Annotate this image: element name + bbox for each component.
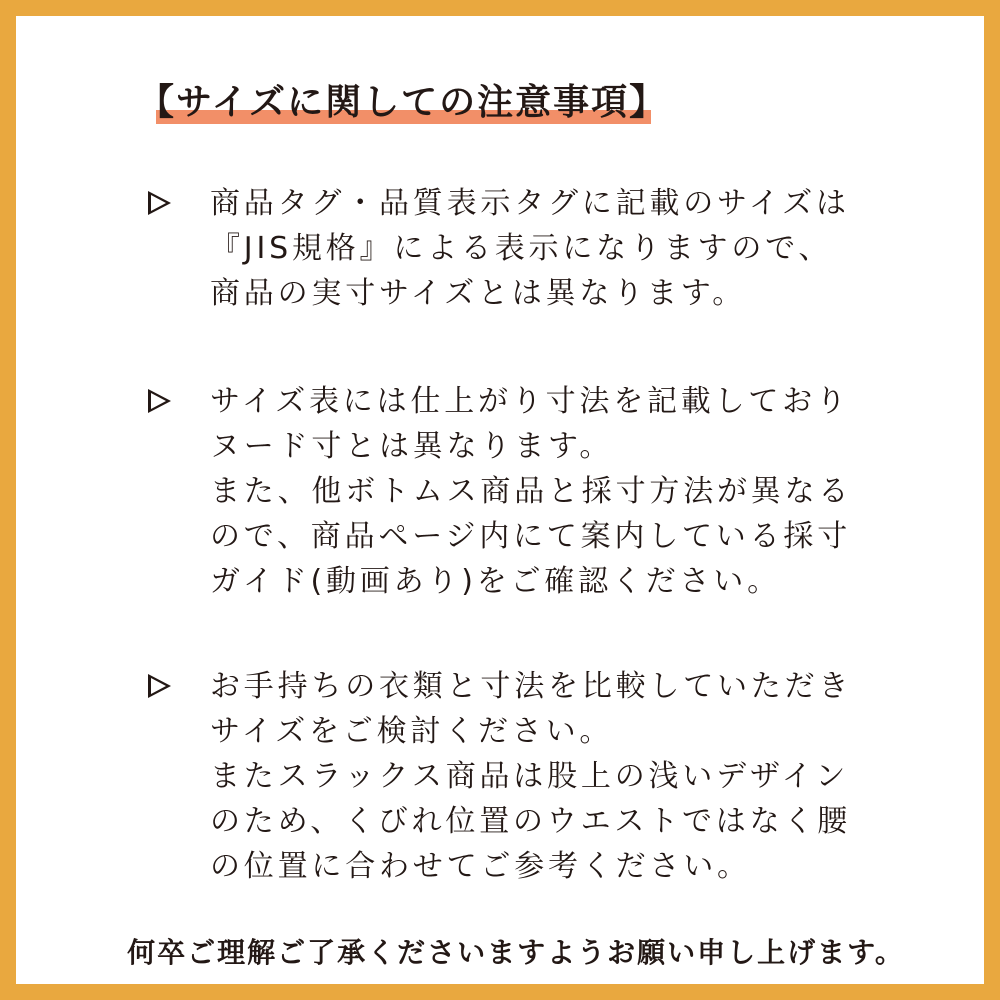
- page-title: 【サイズに関しての注意事項】: [138, 82, 668, 123]
- notice-line: 商品の実寸サイズとは異なります。: [210, 276, 746, 311]
- notice-line: ガイド(動画あり)をご確認ください。: [210, 564, 781, 599]
- triangle-outline-icon: [148, 191, 171, 215]
- notice-text: [210, 379, 910, 604]
- notice-line: また、他ボトムス商品と採寸方法が異なる: [210, 474, 853, 509]
- notice-line: サイズをご検討ください。: [210, 714, 614, 749]
- notice-line: またスラックス商品は股上の浅いデザイン: [210, 759, 850, 794]
- notice-line: の位置に合わせてご参考ください。: [210, 849, 751, 884]
- triangle-outline-icon: [148, 674, 171, 698]
- triangle-outline-icon: [148, 389, 171, 413]
- notice-line: ので、商品ページ内にて案内している採寸: [210, 519, 851, 554]
- notice-line: お手持ちの衣類と寸法を比較していただき: [210, 669, 853, 704]
- notice-line: ヌード寸とは異なります。: [210, 429, 614, 464]
- notice-line: サイズ表には仕上がり寸法を記載しており: [210, 384, 850, 419]
- notice-line: 『JIS規格』による表示になりますので、: [210, 231, 833, 266]
- notice-line: のため、くびれ位置のウエストではなく腰: [210, 804, 851, 839]
- notice-text: [210, 664, 910, 889]
- title-block: [138, 78, 667, 134]
- notice-line: 商品タグ・品質表示タグに記載のサイズは: [210, 186, 850, 221]
- notice-text: [210, 181, 910, 316]
- closing-message: 何卒ご理解ご了承くださいますようお願い申し上げます。: [127, 936, 905, 969]
